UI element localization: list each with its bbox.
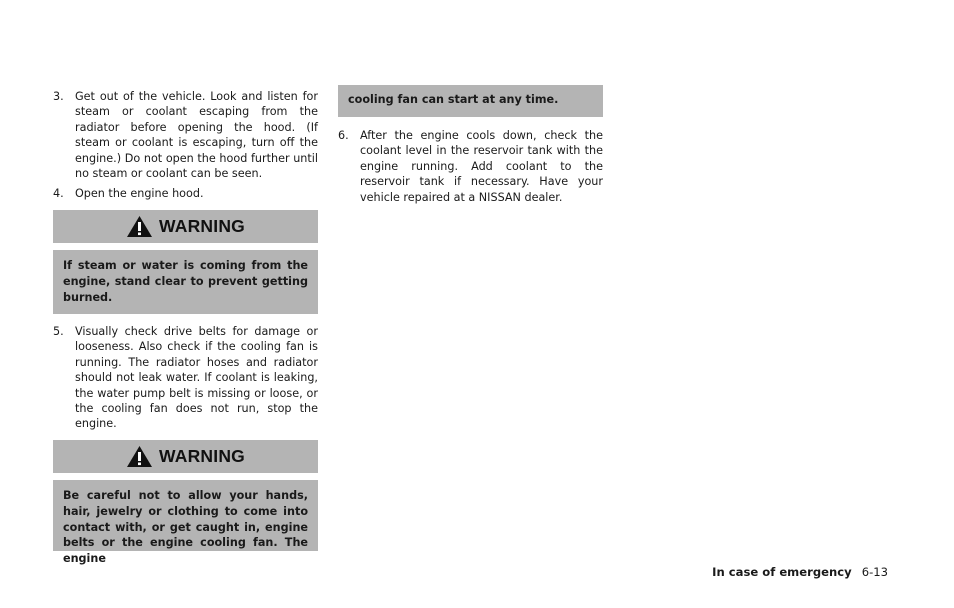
warning-triangle-icon [126,445,153,468]
warning-label: WARNING [159,216,245,236]
step-3 [53,89,318,181]
warning-label: WARNING [159,446,245,466]
step-text: Get out of the vehicle. Look and listen for steam or coolant escaping from the radiator before opening the hood. (If steam or coolant is escaping, turn off the engine.) Do not open the hood further until no steam or coolant can be seen. [75,90,318,181]
warning-triangle-icon [126,215,153,238]
warning-body [53,250,318,314]
warning-text: If steam or water is coming from the engine, stand clear to prevent getting burned. [63,259,308,304]
warning-header [53,210,318,245]
step-text: Open the engine hood. [75,187,204,200]
page-number: 6-13 [861,565,888,579]
step-number: 6. [338,129,349,142]
step-6 [338,128,603,205]
step-number: 3. [53,90,64,103]
warning-header [53,440,318,475]
step-number: 4. [53,187,64,200]
page-footer [712,565,888,579]
step-4 [53,186,318,201]
warning-text: cooling fan can start at any time. [348,93,559,106]
step-text: After the engine cools down, check the coolant level in the reservoir tank with the engine running. Add coolant to the reservoir tank if necessary. Have your vehicle repaired at a NISSAN dealer. [360,129,603,204]
step-number: 5. [53,325,64,338]
section-title: In case of emergency [712,565,852,579]
step-5 [53,324,318,432]
warning-body [53,480,318,566]
warning-text: Be careful not to allow your hands, hair, jewelry or clothing to come into contact with, or get caught in, engine belts or the engine cooling fan. The engine [63,489,308,566]
warning-body-continued [338,85,603,117]
step-text: Visually check drive belts for damage or looseness. Also check if the cooling fan is running. The radiator hoses and radiator should not leak water. If coolant is leaking, the water pump belt is missing or loose, or the cooling fan does not run, stop the engine. [75,325,318,431]
